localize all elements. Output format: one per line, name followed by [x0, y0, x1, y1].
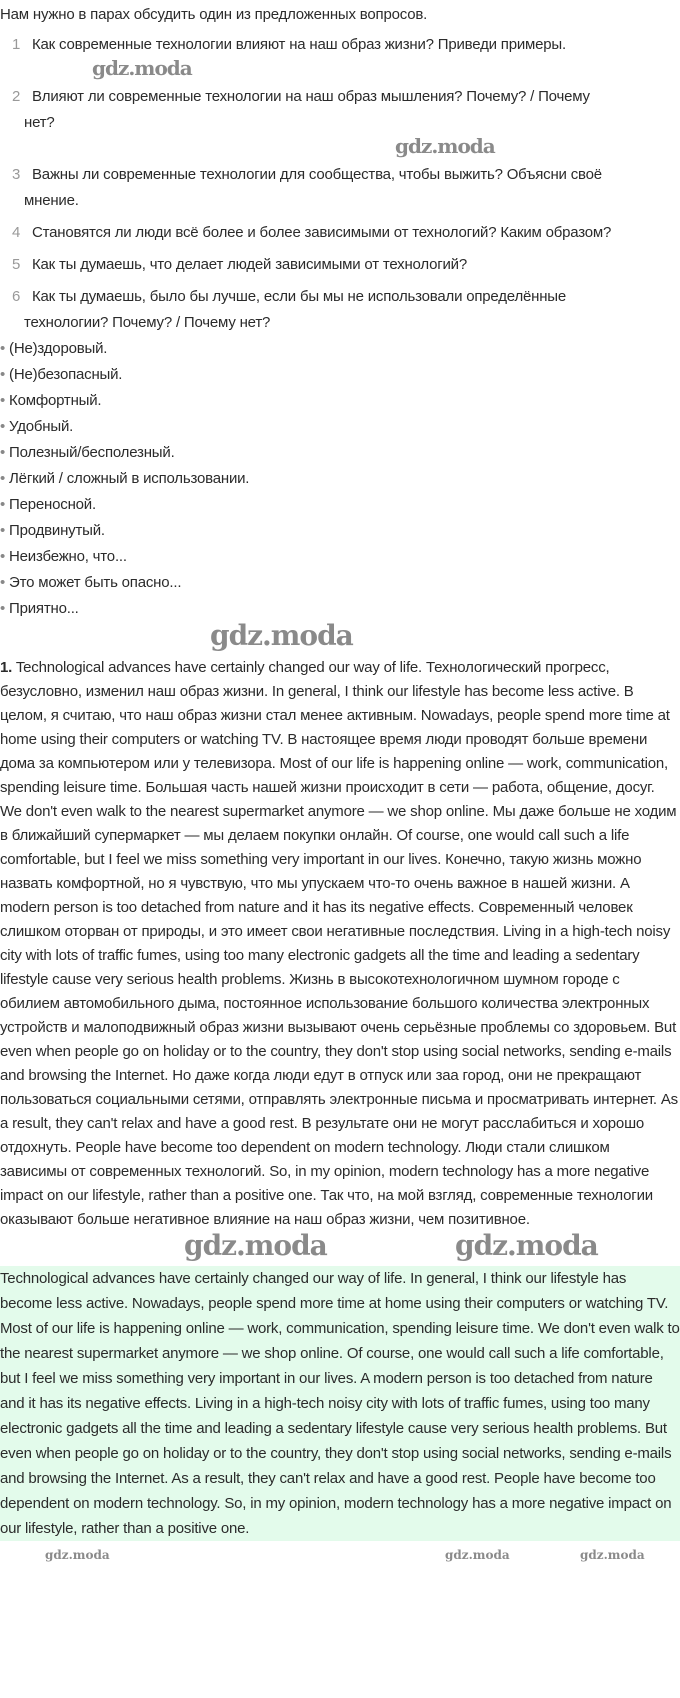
- watermark: gdz.moda: [210, 619, 353, 652]
- answer-paragraph: [0, 656, 680, 1232]
- answer-number: 1.: [0, 659, 13, 676]
- watermark: gdz.moda: [455, 1229, 598, 1262]
- list-item: • Продвинутый.: [0, 518, 680, 544]
- list-item: • (Не)безопасный.: [0, 362, 680, 388]
- phrase-list: [0, 336, 680, 622]
- english-summary: Technological advances have certainly changed our way of life. In general, I think our lifestyle has become less active. Nowadays, people spend more time at home using their computers or watching TV. Most of our life is happening online — work, communication, spending leisure time. We don't even walk to the nearest supermarket anymore — we shop online. Of course, one would call such a life comfortable, but I feel we miss something very important in our lives. A modern person is too detached from nature and it has its negative effects. Living in a high-tech noisy city with lots of traffic fumes, using too many electronic gadgets all the time and leading a sedentary lifestyle cause very serious health problems. But even when people go on holiday or to the country, they don't stop using social networks, sending e-mails and browsing the Internet. As a result, they can't relax and have a good rest. People have become too dependent on modern technology. So, in my opinion, modern technology has a more negative impact on our lifestyle, rather than a positive one.: [0, 1266, 680, 1541]
- question-text: Как современные технологии влияют на наш образ жизни? Приведи примеры.: [32, 36, 566, 53]
- watermark-row: [0, 1229, 680, 1266]
- question-text-cont: нет?: [24, 114, 55, 131]
- watermark: gdz.moda: [445, 1548, 510, 1562]
- question-text: Становятся ли люди всё более и более зависимыми от технологий? Каким образом?: [32, 224, 612, 241]
- question-number: 6: [12, 288, 21, 305]
- list-item: • Это может быть опасно...: [0, 570, 680, 596]
- question-number: 5: [12, 256, 21, 273]
- question-number: 1: [12, 36, 21, 53]
- list-item: • Полезный/бесполезный.: [0, 440, 680, 466]
- intro-text: Нам нужно в парах обсудить один из предложенных вопросов.: [0, 6, 428, 23]
- list-item: • Комфортный.: [0, 388, 680, 414]
- question-text: Влияют ли современные технологии на наш образ мышления? Почему? / Почему: [32, 88, 590, 105]
- question-number: 4: [12, 224, 21, 241]
- watermark: gdz.moda: [580, 1548, 645, 1562]
- watermark-row: [0, 1541, 680, 1567]
- question-number: 2: [12, 88, 21, 105]
- list-item: • Переносной.: [0, 492, 680, 518]
- question-1: [0, 32, 680, 58]
- list-item: • Лёгкий / сложный в использовании.: [0, 466, 680, 492]
- watermark: gdz.moda: [395, 134, 495, 158]
- answer-text: Technological advances have certainly changed our way of life. Технологический прогресс, безусловно, изменил наш образ жизни. In general, I think our lifestyle has become less active. В целом, я считаю, что наш образ жизни стал менее активным. Nowadays, people spend more time at home using their computers or watching TV. В настоящее время люди проводят больше времени дома за компьютером или у телевизора. Most of our life is happening online — work, communication, spending leisure time. Большая часть нашей жизни происходит в сети — работа, общение, досуг. We don't even walk to the nearest supermarket anymore — we shop online. Мы даже больше не ходим в ближайший супермаркет — мы делаем покупки онлайн. Of course, one would call such a life comfortable, but I feel we miss something very important in our lives. Конечно, такую жизнь можно назвать комфортной, но я чувствую, что мы упускаем что-то очень важное в нашей жизни. A modern person is too detached from nature and it has its negative effects. Современный человек слишком оторван от природы, и это имеет свои негативные последствия. Living in a high-tech noisy city with lots of traffic fumes, using too many electronic gadgets all the time and leading a sedentary lifestyle cause very serious health problems. Жизнь в высокотехнологичном шумном городе с обилием автомобильного дыма, постоянное использование большого количества электронных устройств и малоподвижный образ жизни вызывают очень серьёзные проблемы со здоровьем. But even when people go on holiday or to the country, they don't stop using social networks, sending e-mails and browsing the Internet. Но даже когда люди едут в отпуск или заа город, они не прекращают пользоваться социальными сетями, отправлять электронные письма и просматривать интернет. As a result, they can't relax and have a good rest. В результате они не могут расслабиться и хорошо отдохнуть. People have become too dependent on modern technology. Люди стали слишком зависимы от современных технологий. So, in my opinion, modern technology has a more negative impact on our lifestyle, rather than a positive one. Так что, на мой взгляд, современные технологии оказывают больше негативное влияние на наш образ жизни, чем позитивное.: [0, 659, 678, 1228]
- watermark-row: [0, 136, 680, 162]
- list-item: • Приятно...: [0, 596, 680, 622]
- list-item: • Неизбежно, что...: [0, 544, 680, 570]
- question-2: [0, 84, 680, 136]
- list-item: • Удобный.: [0, 414, 680, 440]
- watermark: gdz.moda: [184, 1229, 327, 1262]
- question-number: 3: [12, 166, 21, 183]
- watermark: gdz.moda: [45, 1548, 110, 1562]
- question-4: [0, 220, 680, 246]
- question-5: [0, 252, 680, 278]
- question-6: [0, 284, 680, 336]
- question-text-cont: мнение.: [24, 192, 79, 209]
- question-text: Как ты думаешь, было бы лучше, если бы мы не использовали определённые: [32, 288, 567, 305]
- watermark: gdz.moda: [92, 56, 192, 80]
- list-item: • (Не)здоровый.: [0, 336, 680, 362]
- question-text: Как ты думаешь, что делает людей зависимыми от технологий?: [32, 256, 468, 273]
- watermark-row: [0, 58, 680, 84]
- watermark-row: [0, 619, 680, 656]
- question-text: Важны ли современные технологии для сообщества, чтобы выжить? Объясни своё: [32, 166, 602, 183]
- question-3: [0, 162, 680, 214]
- question-text-cont: технологии? Почему? / Почему нет?: [24, 314, 271, 331]
